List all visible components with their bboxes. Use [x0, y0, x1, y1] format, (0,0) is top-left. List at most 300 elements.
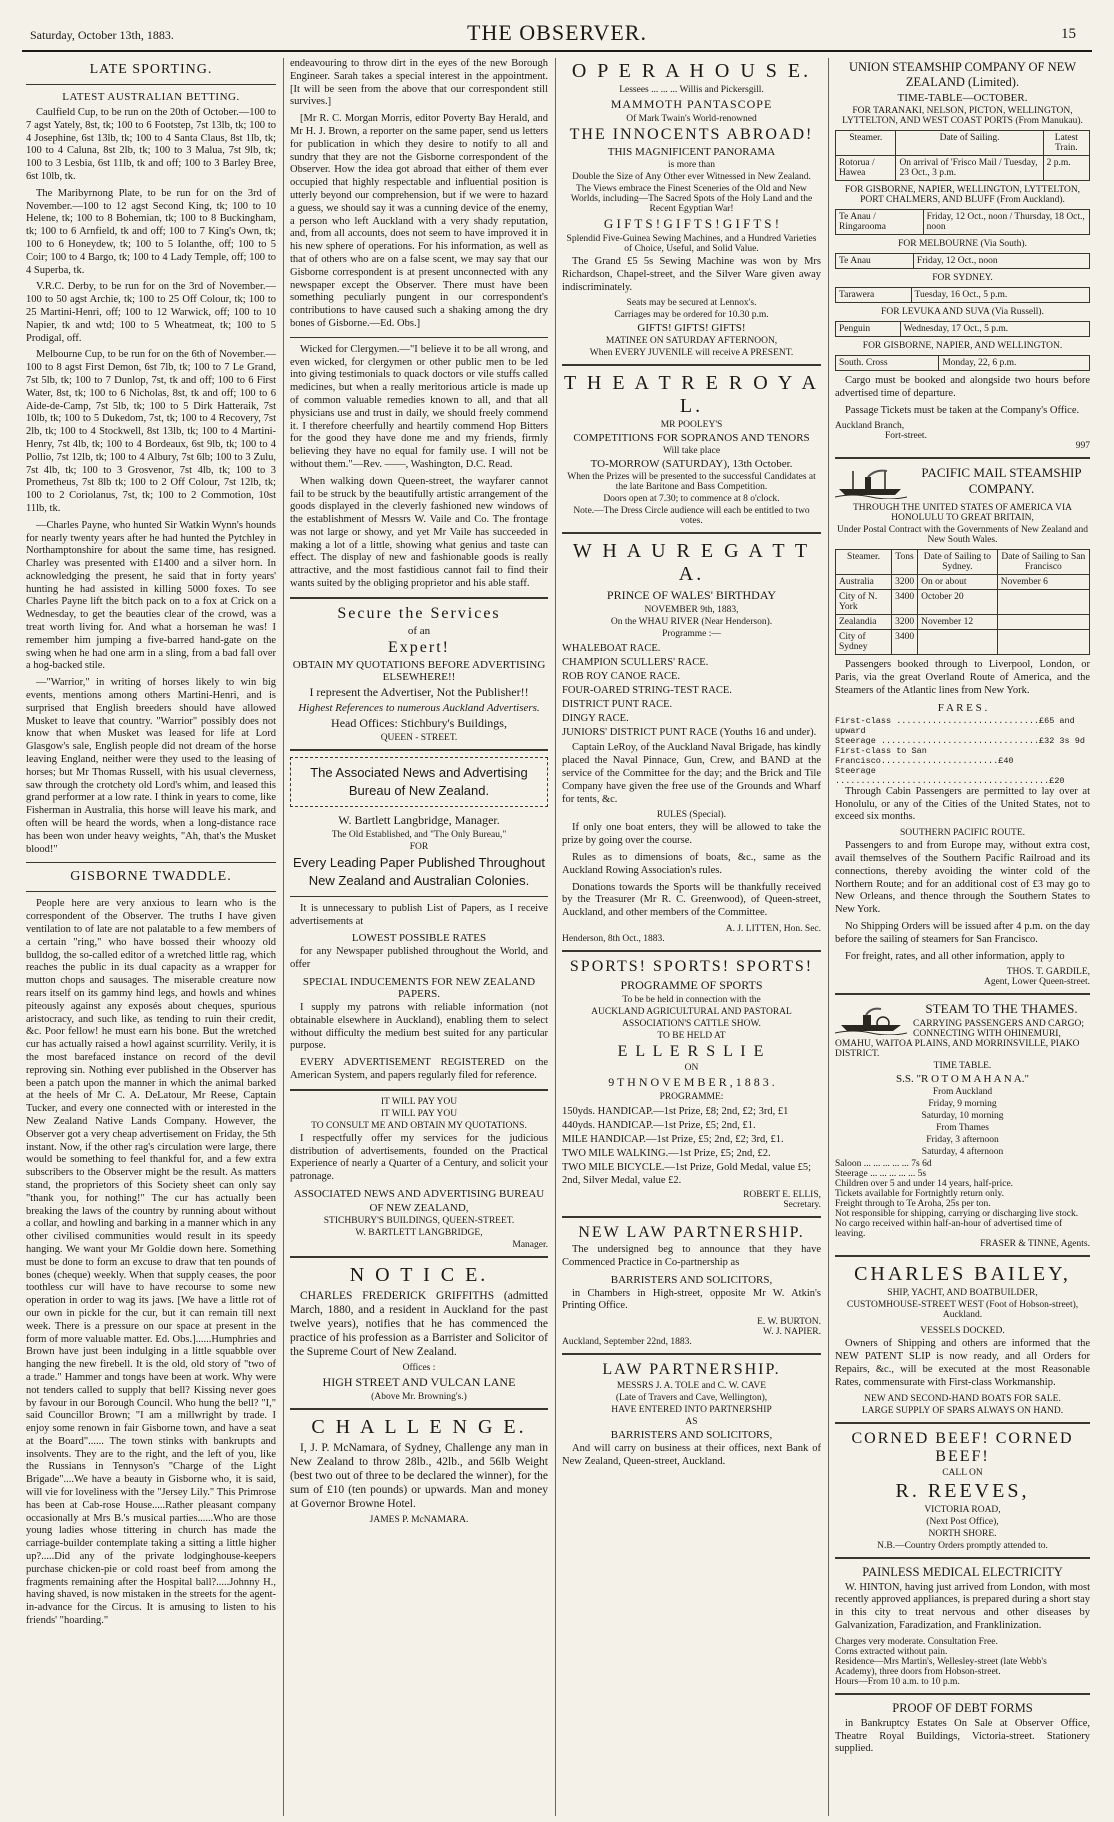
table-row — [836, 322, 1090, 337]
divider — [562, 532, 821, 534]
advert-text: Note.—The Dress Circle audience will each be entitled to two votes. — [573, 506, 810, 527]
advert-text: Double the Size of Any Other ever Witnessed in New Zealand. — [572, 172, 811, 182]
table-cell: Friday, 12 Oct., noon / Thursday, 18 Oct., noon — [923, 210, 1089, 235]
advert-text: W. BARTLETT LANGBRIDGE, — [355, 1228, 483, 1239]
advert-text: ASSOCIATION'S CATTLE SHOW. — [622, 1018, 761, 1029]
fare-line: First-class ............................£65 and upward — [835, 715, 1075, 736]
divider — [290, 1408, 548, 1410]
advert-text: FOR GISBORNE, NAPIER, AND WELLINGTON. — [862, 341, 1063, 351]
notice-text: HIGH STREET AND VULCAN LANE — [322, 1375, 516, 1390]
usn-timetable — [835, 355, 1090, 371]
advert-text: The undersigned beg to announce that they have Commenced Practice in Co-partnership as — [562, 1243, 821, 1268]
advert-text: STICHBURY'S BUILDINGS, QUEEN-STREET. — [323, 1216, 515, 1227]
section-heading-gisborne: GISBORNE TWADDLE. — [70, 869, 232, 885]
advert-text: FOR LEVUKA AND SUVA (Via Russell). — [881, 307, 1044, 317]
table-row — [836, 288, 1090, 303]
advert-text: W. J. NAPIER. — [763, 1327, 821, 1338]
advert-text: Henderson, 8th Oct., 1883. — [562, 933, 665, 944]
advert-text: Passengers booked through to Liverpool, London, or Paris, via the great Overland Route of America, and the Steamers of the Atlantic lines from New York. — [835, 659, 1090, 696]
divider — [562, 1353, 821, 1355]
notice-griffiths — [290, 1264, 548, 1402]
newlaw-heading: NEW LAW PARTNERSHIP. — [578, 1223, 805, 1241]
table-header: Date of Sailing. — [896, 131, 1043, 156]
advert-text: TO-MORROW (SATURDAY), 13th October. — [590, 458, 793, 471]
advert-text: Auckland Branch, — [835, 421, 905, 432]
challenge-heading: C H A L L E N G E. — [311, 1416, 527, 1439]
advert-text: Manager. — [512, 1240, 548, 1251]
table-header: Steamer. — [836, 550, 892, 575]
table-row — [836, 630, 1090, 655]
table-cell — [997, 630, 1089, 655]
article-paragraph: Wicked for Clergymen.—"I believe it to be all wrong, and even wicked, for clergymen or other public men to be led into giving testimonials to quack doctors or vile stuffs called medicines, but when a really meritorious article is made up of common valuable remedies known to all, and that all physicians use and trust in daily, we should freely commend it. I therefore cheerfully and heartily commend Hop Bitters for the good they have done me and my friends, firmly believing they have no equal for family use. I will not be without them."—Rev. ——, Washington, D.C. Read. — [290, 343, 548, 470]
advert-text: Children over 5 and under 14 years, half-price. — [835, 1179, 1014, 1190]
advert-text: MESSRS J. A. TOLE and C. W. CAVE — [616, 1381, 767, 1392]
list-item: DISTRICT PUNT RACE. — [562, 699, 673, 711]
advert-text: W. Bartlett Langbridge, Manager. — [338, 812, 500, 827]
table-cell: Australia — [836, 575, 892, 590]
advert-text: Not responsible for shipping, carrying or discharging live stock. — [835, 1209, 1079, 1220]
advert-heading: Expert! — [388, 638, 450, 656]
divider — [290, 1256, 548, 1258]
advert-text: HAVE ENTERED INTO PARTNERSHIP — [611, 1405, 772, 1416]
divider — [290, 337, 548, 338]
advert-text: PRINCE OF WALES' BIRTHDAY — [606, 588, 777, 603]
usn-timetable — [835, 287, 1090, 303]
list-item: JUNIORS' DISTRICT PUNT RACE (Youths 16 and under). — [562, 727, 817, 739]
advert-text: in Bankruptcy Estates On Sale at Observer Office, Theatre Royal Buildings, Victoria-street. Stationery supplied. — [835, 1717, 1090, 1755]
table-cell — [918, 630, 998, 655]
advert-text: Steerage ... ... ... ... ... 5s — [835, 1169, 927, 1180]
advert-text: CARRYING PASSENGERS AND CARGO; CONNECTING WITH OHINEMURI, OMAHU, WAITOA PLAINS, AND MORRINSVILLE, PIAKO DISTRICT. — [835, 1019, 1084, 1060]
divider — [835, 1422, 1090, 1424]
advert-union-steamship — [835, 60, 1090, 451]
advert-text: IT WILL PAY YOU — [380, 1108, 458, 1119]
advert-text: Head Offices: Stichbury's Buildings, — [331, 715, 507, 730]
table-cell: South. Cross — [836, 356, 939, 371]
advert-text: is more than — [668, 160, 715, 170]
advert-charles-bailey — [835, 1263, 1090, 1415]
advert-text: MAMMOTH PANTASCOPE — [610, 97, 773, 111]
advert-text: THIS MAGNIFICENT PANORAMA — [607, 146, 776, 158]
article-paragraph: Caulfield Cup, to be run on the 20th of October.—100 to 7 agst Yately, 8st, tk; 100 to 6 Footstep, 7st 13lb, tk; 100 to 4 Josephine, 6st 13lb, tk; 100 to 4 Santa Claus, 8st 1lb, tk; 100 to 4 Caluna, 8st 2lb, tk; 100 to 3 Malua, 7st 9lb, tk; 100 to 3 Lesbia, 6st 11lb, tk and off; 100 to 3 Barley Bree, 6st 10lb, tk. — [26, 107, 276, 182]
advert-text: On the WHAU RIVER (Near Henderson). — [610, 617, 773, 628]
table-row — [836, 210, 1090, 235]
advert-text: F A R E S . — [937, 701, 988, 714]
advert-text: PROGRAMME: — [659, 1091, 724, 1102]
advert-text: Will take place — [662, 446, 721, 457]
advert-text: Captain LeRoy, of the Auckland Naval Brigade, has kindly placed the Naval Pinnace, Gun, Crew, and BAND at the service of the Committee for the day; and the Brick and Tile Company have given the free use of the Grounds and Wharf for tents, &c. — [562, 742, 821, 805]
article-paragraph: [Mr R. C. Morgan Morris, editor Poverty Bay Herald, and Mr H. J. Brown, a reporter on the same paper, send us letters for publication in which they desire to notify to all and sundry that they are not the Gisborne correspondent of the Observer. How the idea got abroad that either of them ever occupied that highly respectable and influential position is utterly beyond our comprehension, but if we were to hazard a guess, we should say it was a cunning device of the enemy, a person who left Auckland with a very shady reputation, and, from all accounts, does not seem to have improved it in his new sphere of operations. For his information, as well as that of others who are on a false scent, we may say that our Gisborne correspondent is at present unconnected with any newspaper except the Observer. There must have been something peculiarly pungent in our correspondent's contributions to have caused such a shaking among the dry bones of Gisborne.—Ed. Obs.] — [290, 113, 548, 329]
advert-text: Residence—Mrs Martin's, Wellesley-street (late Webb's Academy), three doors from Hobson-street. — [835, 1656, 1047, 1677]
table-cell: 3400 — [892, 590, 918, 615]
advert-pacific-mail — [835, 465, 1090, 987]
advert-heading: Secure the Services — [337, 604, 501, 622]
table-row — [836, 156, 1090, 181]
advert-text: OF NEW ZEALAND, — [369, 1202, 469, 1215]
advert-expert — [290, 605, 548, 743]
advert-text: MATINEE ON SATURDAY AFTERNOON, — [605, 336, 778, 347]
masthead — [0, 0, 1114, 52]
advert-reeves — [835, 1430, 1090, 1551]
list-item: WHALEBOAT RACE. — [562, 643, 661, 655]
advert-text: EVERY ADVERTISEMENT REGISTERED on the American System, and papers regularly filed for reference. — [290, 1057, 548, 1082]
advert-text: FOR GISBORNE, NAPIER, WELLINGTON, LYTTELTON, PORT CHALMERS, AND BLUFF (From Auckland). — [844, 185, 1081, 205]
advert-text: Saturday, 10 morning — [921, 1111, 1004, 1122]
advert-text: of an — [407, 624, 431, 637]
advert-text: Highest References to numerous Auckland Advertisers. — [298, 701, 540, 714]
advert-text: I represent the Advertiser, Not the Publisher!! — [309, 684, 529, 699]
table-header: Date of Sailing to San Francisco — [997, 550, 1089, 575]
divider — [562, 364, 821, 366]
advert-pay — [290, 1097, 548, 1250]
divider — [290, 1089, 548, 1091]
advert-text: TIME TABLE. — [933, 1061, 992, 1072]
list-item: ROB ROY CANOE RACE. — [562, 671, 681, 683]
advert-new-law-partnership — [562, 1224, 821, 1347]
advert-text: R. REEVES, — [895, 1479, 1030, 1502]
usn-timetable — [835, 321, 1090, 337]
list-item: CHAMPION SCULLERS' RACE. — [562, 657, 709, 669]
table-row — [836, 615, 1090, 630]
advert-text: TO CONSULT ME AND OBTAIN MY QUOTATIONS. — [311, 1120, 527, 1131]
advert-text: AUCKLAND AGRICULTURAL AND PASTORAL — [591, 1006, 792, 1017]
advert-text: Agent, Lower Queen-street. — [983, 977, 1090, 988]
sports-heading: SPORTS! SPORTS! SPORTS! — [569, 957, 814, 975]
table-cell: On arrival of 'Frisco Mail / Tuesday, 23 Oct., 3 p.m. — [896, 156, 1043, 181]
table-cell: November 12 — [918, 615, 998, 630]
advert-text: Of Mark Twain's World-renowned — [626, 114, 757, 124]
advert-text: VICTORIA ROAD, — [924, 1504, 1001, 1515]
column-2 — [290, 58, 548, 1816]
article-paragraph: The Maribyrnong Plate, to be run for on the 3rd of November.—100 to 12 agst Second King, tk; 100 to 10 Helene, tk; 100 to 8 Bohemian, tk; 100 to 8 Buckingham, tk; 100 to 6 Arnfield, tk and off; 100 to 7 King's Own, tk; 100 to 6 Honeydew, tk; 100 to 5 Iolanthe, off; 100 to 5 Coir; 100 to 4 Bargo, tk; 100 to 4 Lady Temple, off; 100 to 4 Superba, tk. — [26, 187, 276, 276]
table-cell — [997, 590, 1089, 615]
notice-heading: N O T I C E. — [349, 1264, 489, 1287]
law-heading: LAW PARTNERSHIP. — [602, 1361, 781, 1379]
advert-text: From Thames — [936, 1123, 989, 1134]
advert-text: Every Leading Paper Published Throughout New Zealand and Australian Colonies. — [293, 854, 545, 888]
table-cell: October 20 — [918, 590, 998, 615]
advert-text: VESSELS DOCKED. — [920, 1326, 1005, 1337]
advert-text: When the Prizes will be presented to the successful Candidates at the late Baritone and Bass Competition. — [567, 472, 816, 493]
advert-text: Saturday, 4 afternoon — [921, 1147, 1004, 1158]
advert-text: S.S. "R O T O M A H A N A." — [896, 1073, 1029, 1086]
advert-text: Splendid Five-Guinea Sewing Machines, and a Hundred Varieties of Choice, Useful, and Solid Value. — [566, 234, 817, 254]
list-item: DINGY RACE. — [562, 713, 629, 725]
article-paragraph: —"Warrior," in writing of horses likely to win big events, mentions among others Martini-Henri, and is surprised that English breeders should have allowed Musket to leave that country. "Warrior" possibly does not know that when Musket was leased for life at Lord Glasgow's sale, English people did not dream of the horse leaving England, neither were they used to the leasing of horses; but Mr Thomas Russell, with his usual cleverness, saw through the crotchety old Lord's whim, and leased this grand performer at a low rate. I think in years to come, like Fisherman in Australia, this horse will leave his mark, and often will be heard the words, when a long-distance race has been won under heavy weights, "Ah, that's the Musket blood!" — [26, 677, 276, 855]
advert-text: Passage Tickets must be taken at the Company's Office. — [845, 404, 1080, 416]
list-item: 150yds. HANDICAP.—1st Prize, £8; 2nd, £2; 3rd, £1 — [562, 1105, 789, 1117]
steamer-icon — [835, 1003, 907, 1035]
advert-text: Programme :— — [662, 629, 721, 640]
thames-heading: STEAM TO THE THAMES. — [925, 1001, 1078, 1017]
advert-text: The Grand £5 5s Sewing Machine was won by Mrs Richardson, Chapel-street, and the Silver Ware given away indiscriminately. — [562, 256, 821, 293]
advert-text: Cargo must be booked and alongside two hours before advertised time of departure. — [835, 375, 1090, 399]
challenge-text: I, J. P. McNamara, of Sydney, Challenge any man in New Zealand to throw 28lb., 42lb., and 56lb Weight (best two out of three to be declared the winner), for the sum of £10 (ten pounds) or upwards. Man and money at Governor Browne Hotel. — [290, 1442, 548, 1511]
steamship-icon — [835, 467, 907, 499]
table-header: Steamer. — [836, 131, 896, 156]
usn-timetable — [835, 130, 1090, 181]
column-4 — [835, 58, 1090, 1816]
challenge-signature: JAMES P. McNAMARA. — [369, 1515, 469, 1526]
advert-text: COMPETITIONS FOR SOPRANOS AND TENORS — [573, 432, 810, 445]
subheading-betting: LATEST AUSTRALIAN BETTING. — [62, 91, 240, 103]
advert-text: Corns extracted without pain. — [835, 1646, 948, 1657]
column-3 — [562, 58, 821, 1816]
advert-text: 997 — [1075, 441, 1090, 452]
table-cell: City of Sydney — [836, 630, 892, 655]
table-cell: Penguin — [836, 322, 901, 337]
list-item: MILE HANDICAP.—1st Prize, £5; 2nd, £2; 3rd, £1. — [562, 1133, 784, 1145]
divider — [562, 1216, 821, 1218]
table-header: Tons — [892, 550, 918, 575]
advert-text: NORTH SHORE. — [928, 1528, 997, 1539]
advert-text: CUSTOMHOUSE-STREET WEST (Foot of Hobson-street), Auckland. — [846, 1300, 1079, 1321]
table-cell: Rotorua / Hawea — [836, 156, 896, 181]
table-cell — [997, 615, 1089, 630]
advert-text: W. HINTON, having just arrived from London, with most recently approved appliances, is prepared during a short stay in this city to treat nervous and other diseases by Galvanization, Faradization, and Franklinization. — [835, 1581, 1090, 1631]
divider — [835, 993, 1090, 995]
advert-text: CALL ON — [942, 1467, 983, 1478]
notice-text: (Above Mr. Browning's.) — [371, 1392, 467, 1403]
list-item: FOUR-OARED STRING-TEST RACE. — [562, 685, 732, 697]
advert-text: PROGRAMME OF SPORTS — [620, 977, 763, 992]
divider — [290, 597, 548, 599]
advert-text: Friday, 3 afternoon — [926, 1135, 999, 1146]
advert-text: BARRISTERS AND SOLICITORS, — [610, 1429, 773, 1442]
divider — [26, 891, 276, 892]
divider — [290, 896, 548, 897]
advert-text: ROBERT E. ELLIS, — [743, 1189, 821, 1200]
issue-date: Saturday, October 13th, 1883. — [30, 28, 174, 42]
advert-text: When EVERY JUVENILE will receive A PRESENT. — [589, 348, 794, 359]
sports-programme-list — [562, 1105, 821, 1187]
article-paragraph: —Charles Payne, who hunted Sir Watkin Wynn's hounds for nearly twenty years after he had hunted the Pytchley in Northamptonshire for about the same time, has resigned. Charley was presented with £1400 and a silver horn. In acknowledging the present, he said that in forty years' hunting he had assisted in killing 5000 foxes. To see Charles Payne lift the bitch pack on to a fox at Crick on a Wednesday, to get the beauties clear of the crowd, was a treat worth living for. And what a horseman he was! I remember him jumping a five-barred hand-gate on the swing when he had one arm in a sling, from a bad fall over a hog-backed stile. — [26, 519, 276, 672]
advert-text: Seats may be secured at Lennox's. — [626, 298, 757, 309]
advert-text: TO BE HELD AT — [657, 1030, 726, 1041]
advert-text: FRASER & TINNE, Agents. — [980, 1239, 1090, 1250]
column-divider — [828, 58, 829, 1816]
advert-text: FOR TARANAKI, NELSON, PICTON, WELLINGTON, LYTTELTON, AND WEST COAST PORTS (From Manukau). — [842, 106, 1083, 126]
advert-text: 9 T H N O V E M B E R , 1 8 8 3 . — [608, 1074, 775, 1089]
table-row — [836, 254, 1090, 269]
table-cell: 2 p.m. — [1043, 156, 1089, 181]
fare-line: Steerage ...............................£32 3s 9d — [835, 735, 1085, 746]
advert-text: (Late of Travers and Cave, Wellington), — [615, 1393, 768, 1404]
advert-text: Friday, 9 morning — [928, 1099, 997, 1110]
notice-challenge — [290, 1416, 548, 1525]
advert-text: TIME-TABLE—OCTOBER. — [897, 92, 1028, 104]
advert-text: Auckland, September 22nd, 1883. — [562, 1337, 692, 1348]
divider — [562, 950, 821, 952]
advert-text: Passengers to and from Europe may, without extra cost, avail themselves of the Southern Pacific Railroad and its connections, thereby avoiding the winter cold of the Northern Route; and for an additional cost of £3 may go to New Orleans, and thence through the Southern States to New York. — [835, 840, 1090, 916]
advert-text: I supply my patrons with reliable information (not obtainable elsewhere in Auckland), enabling them to select without difficulty the medium best suited for any particular purpose. — [290, 1002, 548, 1052]
article-paragraph: endeavouring to throw dirt in the eyes of the new Borough Engineer. Sarah takes a special interest in the appointment. [It will be seen from the above that our correspondent still survives.] — [290, 58, 548, 108]
advert-text: Through Cabin Passengers are permitted to lay over at Honolulu, or any of the Cities of the United States, not to exceed six months. — [835, 785, 1090, 823]
advert-steam-thames — [835, 1001, 1090, 1249]
table-cell: 3400 — [892, 630, 918, 655]
divider — [835, 1693, 1090, 1695]
advert-text: It is unnecessary to publish List of Papers, as I receive advertisements at — [290, 902, 548, 927]
divider — [835, 1255, 1090, 1257]
advert-opera-house — [562, 60, 821, 358]
advert-sports — [562, 958, 821, 1210]
table-row — [836, 590, 1090, 615]
advert-text: FOR SYDNEY. — [932, 273, 993, 283]
advert-text: for any Newspaper published throughout the World, and offer — [290, 946, 548, 971]
advert-text: Lessees ... ... ... Willis and Pickersgill. — [619, 85, 764, 95]
advert-text: Saloon ... ... ... ... ... 7s 6d — [835, 1159, 932, 1170]
table-cell: Tuesday, 16 Oct., 5 p.m. — [911, 288, 1089, 303]
painless-heading: PAINLESS MEDICAL ELECTRICITY — [862, 1564, 1063, 1579]
advert-text: ASSOCIATED NEWS AND ADVERTISING BUREAU — [293, 1188, 545, 1201]
masthead-rule — [22, 50, 1092, 52]
column-divider — [283, 58, 284, 1816]
advert-text: If only one boat enters, they will be allowed to take the prize by going over the course. — [562, 822, 821, 847]
table-cell: Zealandia — [836, 615, 892, 630]
advert-text: MR POOLEY'S — [660, 420, 723, 431]
table-row — [836, 575, 1090, 590]
theatre-heading: T H E A T R E R O Y A L. — [564, 372, 819, 418]
advert-text: NOVEMBER 9th, 1883, — [644, 605, 739, 616]
section-heading-late-sporting: LATE SPORTING. — [89, 62, 213, 77]
advert-text: Doors open at 7.30; to commence at 8 o'clock. — [603, 494, 780, 505]
article-paragraph: V.R.C. Derby, to be run for on the 3rd of November.—100 to 50 agst Archie, tk; 100 to 25 Off Colour, tk; 100 to 25 Martini-Henri, off; 100 to 12 Warwick, off; 100 to 10 Napier, tk and wtd; 100 to 5 Wheatmeat, tk; 100 to 5 Prodigal, off. — [26, 281, 276, 344]
advert-text: I respectfully offer my services for the judicious distribution of advertisements, founded on the Practical Experience of nearly a Quarter of a Century, and solicit your patronage. — [290, 1132, 548, 1183]
usn-timetable — [835, 209, 1090, 235]
advert-text: Hours—From 10 a.m. to 10 p.m. — [835, 1676, 960, 1687]
page-number: 15 — [1061, 26, 1076, 42]
advert-theatre-royal — [562, 372, 821, 526]
advert-bureau — [290, 757, 548, 1083]
advert-text: LARGE SUPPLY OF SPARS ALWAYS ON HAND. — [861, 1405, 1064, 1416]
advert-text: AS — [685, 1417, 698, 1428]
advert-painless-electricity — [835, 1565, 1090, 1687]
table-cell: Tarawera — [836, 288, 912, 303]
column-1 — [26, 58, 276, 1816]
advert-text: The Old Established, and "The Only Bureau," — [331, 829, 507, 840]
advert-text: QUEEN - STREET. — [380, 732, 458, 743]
advert-text: No cargo received within half-an-hour of advertised time of leaving. — [835, 1219, 1063, 1240]
advert-text: IT WILL PAY YOU — [380, 1096, 458, 1107]
table-cell: On or about — [918, 575, 998, 590]
advert-heading: THE INNOCENTS ABROAD! — [569, 126, 814, 143]
advert-text: FOR MELBOURNE (Via South). — [898, 239, 1027, 249]
advert-law-partnership — [562, 1361, 821, 1469]
advert-text: SOUTHERN PACIFIC ROUTE. — [899, 828, 1025, 839]
table-cell: Te Anau — [836, 254, 914, 269]
table-row — [836, 356, 1090, 371]
advert-text: THOS. T. GARDILE, — [1006, 967, 1090, 978]
advert-text: (Next Post Office), — [926, 1516, 999, 1527]
advert-text: Under Postal Contract with the Governments of New Zealand and New South Wales. — [837, 525, 1088, 546]
advert-text: E. W. BURTON. — [757, 1317, 821, 1328]
advert-text: Owners of Shipping and others are informed that the NEW PATENT SLIP is now ready, and all Orders for Repairs, &c., will be executed at the most Reasonable Rates, commensurate with First-class Workmanship. — [835, 1338, 1090, 1388]
proof-heading: PROOF OF DEBT FORMS — [892, 1700, 1033, 1715]
advert-regatta — [562, 540, 821, 944]
advert-text: FOR — [409, 841, 429, 852]
table-cell: November 6 — [997, 575, 1089, 590]
advert-text: For freight, rates, and all other information, apply to — [845, 950, 1065, 962]
advert-text: E L L E R S L I E — [617, 1042, 766, 1060]
advert-text: THROUGH THE UNITED STATES OF AMERICA VIA HONOLULU TO GREAT BRITAIN, — [853, 503, 1072, 524]
advert-text: Carriages may be ordered for 10.30 p.m. — [614, 310, 769, 321]
advert-text: A. J. LITTEN, Hon. Sec. — [725, 923, 821, 934]
pacific-timetable — [835, 549, 1090, 655]
advert-text: Charges very moderate. Consultation Free. — [835, 1636, 998, 1647]
opera-heading: O P E R A H O U S E. — [571, 60, 812, 82]
divider — [835, 457, 1090, 459]
advert-text: Secretary. — [783, 1199, 821, 1210]
notice-text: Offices : — [402, 1363, 436, 1374]
table-cell: City of N. York — [836, 590, 892, 615]
advert-text: LOWEST POSSIBLE RATES — [351, 932, 487, 945]
table-cell: Wednesday, 17 Oct., 5 p.m. — [900, 322, 1089, 337]
advert-text: Fort-street. — [885, 431, 927, 442]
advert-text: To be be held in connection with the — [622, 994, 761, 1005]
advert-text: SPECIAL INDUCEMENTS FOR NEW ZEALAND PAPERS. — [302, 976, 536, 1001]
column-divider — [555, 58, 556, 1816]
advert-text: N.B.—Country Orders promptly attended to. — [877, 1540, 1048, 1551]
advert-text: NEW AND SECOND-HAND BOATS FOR SALE. — [864, 1393, 1061, 1404]
table-header: Latest Train. — [1043, 131, 1089, 156]
fare-line: First-class to San Francisco.......................£40 — [835, 745, 1014, 766]
divider — [290, 749, 548, 751]
article-paragraph: People here are very anxious to learn who is the correspondent of the Observer. The truths I have given ventilation to of late are not palatable to a few members of a certain "ring," who have bossed their whoozy old bulldog, the so-called editor of a wretched little rag, which reaches the public in its dual capacity as a wrapper for mutton chops and sausages. The miserable creature now rears itself on its gammy hind legs, and howls and whines piteously against any exposés about cheques, spurious aristocracy, and such like, as tending to ruin their credit, &c. Poor fellow! he must earn his bone. But the wretched cur has actually raised a howl against scurrility. Verily, it is the most barefaced instance on record of the devil reproving sin. Nothing ever published in the Observer has been a patch upon the manner in which the animal barked at the heels of Mr C. A. DeLatour, Mr Reese, Captain Tucker, and every one connected with or interested in the New Zealand Native Lands Company. However, the Observer got a very cheap advertisement on Friday, the 5th instant. Now, if the other rag's circulation were large, there would be something to feel thankful for, and a few extra subscribers to the Observer might be the result. As matters stand, the proprietors of this Society sheet can only say "thank you, for nothing!" The cur has actually been breaking the laws of the country by running about without a collar, and howling and barking in a manner which in any other civilised communities would result in its speedy hanging. We want your Mr Goldie down here. Something must be done to form an excuse to draw that ten pounds of bones (cheque) weekly. When that supply ceases, the poor toothless cur will have to have recourse to some new operation in order to wag its jaws. [We have a little rot of our own in pickle for the cur, but it can remain till next week. There is a pressure on our space at present in the form of more valuable matter. Ed. Obs.]......Humphries and Brown have just been indulging in a little squabble over hanging the new firebell. It is the old, old story of "two of a trade." Hammer and tongs have been at work. Why were not tenders called to supply that bell? Kissing never goes by favour in our Borough Council. Who hung the bell? "I," said Councillor Brown; "I am a millwright by trade. I enjoy some renown in fair Gisborne town, and have a seat at the Board"...... The town stinks with bankrupts and insolvents. They are to the right, and the left of you, like the Russians in Tennyson's "Charge of the Light Brigade"....We have a beauty in Gisborne who, it is said, will vie for loveliness with the "Jersey Lily." This Primrose has been at Cab-rose House.....Rather pleasant company occasionally at Mrs B.'s musical parties......Who are those young ladies whose tittering in church has made the carriage-builder contemplate taking a sitting a little higher up?.....Did any of the private lodginghouse-keepers purchase chicken-pie or cold roast beef from among the fragments remaining after the Hospital ball?.....Johnny H., having shaved, is now mistaken in the streets for the agent-in-advance for the Circus. It is amusing to listen to his friends' "hoarding." — [26, 898, 276, 1627]
list-item: TWO MILE BICYCLE.—1st Prize, Gold Medal, value £5; 2nd, Silver Medal, value £2. — [562, 1161, 812, 1186]
advert-text: And will carry on business at their offices, next Bank of New Zealand, Queen-street, Auckland. — [562, 1443, 821, 1467]
usn-timetable — [835, 253, 1090, 269]
advert-proof-of-debt — [835, 1701, 1090, 1756]
usn-heading: UNION STEAMSHIP COMPANY OF NEW ZEALAND (Limited). — [848, 60, 1077, 89]
advert-text: G I F T S ! G I F T S ! G I F T S ! — [603, 216, 780, 231]
advert-text: RULES (Special). — [656, 810, 727, 821]
table-cell: Monday, 22, 6 p.m. — [939, 356, 1090, 371]
advert-text: OBTAIN MY QUOTATIONS BEFORE ADVERTISING ELSEWHERE!! — [292, 658, 546, 683]
table-cell: 3200 — [892, 615, 918, 630]
advert-text: Rules as to dimensions of boats, &c., same as the Auckland Rowing Association's rules. — [562, 851, 821, 876]
pacific-heading: PACIFIC MAIL STEAMSHIP COMPANY. — [921, 465, 1082, 497]
list-item: 440yds. HANDICAP.—1st Prize, £5; 2nd, £1. — [562, 1119, 756, 1131]
article-paragraph: Melbourne Cup, to be run for on the 6th of November.—100 to 8 agst First Demon, 6st 7lb, tk; 100 to 7 Le Grand, 7st 5lb, tk; 100 to 7 Dunlop, 7st, tk and off; 100 to 6 First Water, 8st, tk; 100 to 6 Nicholas, 8st, tk and off; 100 to 6 Aide-de-Camp, 7st 5lb, tk; 100 to 5 Dirk Hatteraik, 7st 10lb, tk; 100 to 5 Dukedom, 7st, tk; 100 to 4 Recovery, 7st 2lb, tk; 100 to 4 Stockwell, 8st 13lb, tk; 100 to 4 Martini-Henry, 7st 4lb, tk; 100 to 4 Bordeaux, 6st 9lb, tk; 100 to 4 Pollio, 7st 12lb, tk; 100 to 4 Albury, 7st 6lb; 100 to 3 Zulu, 7st 4lb, tk; 100 to 3 Grosvenor, 7st 4lb, tk; 100 to 3 Prometheus, 7st 8lb tk; 100 to 2 Off Colour, 7st 12lb, tk; 100 to 2 Coriolanus, 7st, tk; 100 to 2 Commotion, 10st 11lb, tk. — [26, 349, 276, 514]
divider — [26, 862, 276, 863]
advert-text: No Shipping Orders will be issued after 4 p.m. on the day before the sailing of steamers for San Francisco. — [835, 920, 1090, 945]
advert-text: BARRISTERS AND SOLICITORS, — [610, 1273, 773, 1286]
table-header: Date of Sailing to Sydney. — [918, 550, 998, 575]
article-paragraph: When walking down Queen-street, the wayfarer cannot fail to be struck by the beautifully artistic arrangement of the goods displayed in the cleverly fashioned new windows of the establishment of Messrs W. Vaile and Co. The frontage was not large or showy, and yet Mr Vaile has succeeded in making a lot of a little, showing what genius and taste can effect. The display of new and fashionable goods is really attractive, and the most fastidious cannot fail to find their wants suited by the obliging proprietor and his able staff. — [290, 475, 548, 590]
advert-text: ON — [684, 1062, 699, 1073]
advert-text: Donations towards the Sports will be thankfully received by the Treasurer (Mr R. C. Greenwood), of Queen-street, Auckland, and other members of the Committee. — [562, 881, 821, 919]
regatta-race-list — [562, 642, 821, 739]
table-cell: Friday, 12 Oct., noon — [913, 254, 1089, 269]
newspaper-title: THE OBSERVER. — [467, 20, 647, 45]
regatta-heading: W H A U R E G A T T A. — [572, 540, 811, 586]
divider — [26, 84, 276, 85]
table-cell: Te Anau / Ringarooma — [836, 210, 924, 235]
advert-text: Tickets available for Fortnightly return only. — [835, 1189, 1004, 1200]
advert-text: The Views embrace the Finest Sceneries of the Old and New Worlds, including—The Sacred Spots of the Holy Land and the Recent Egyptian War! — [570, 184, 813, 214]
advert-text: SHIP, YACHT, AND BOATBUILDER, — [887, 1288, 1038, 1299]
reeves-heading: CORNED BEEF! CORNED BEEF! — [851, 1429, 1074, 1465]
list-item: TWO MILE WALKING.—1st Prize, £5; 2nd, £2. — [562, 1147, 771, 1159]
bureau-box: The Associated News and Advertising Bureau of New Zealand. — [290, 757, 548, 807]
advert-text: GIFTS! GIFTS! GIFTS! — [637, 322, 746, 335]
advert-text: From Auckland — [932, 1087, 993, 1098]
advert-text: in Chambers in High-street, opposite Mr W. Atkin's Printing Office. — [562, 1287, 821, 1312]
advert-text: Freight through to Te Aroha, 25s per ton. — [835, 1199, 991, 1210]
table-cell: 3200 — [892, 575, 918, 590]
notice-text: CHARLES FREDERICK GRIFFITHS (admitted March, 1880, and a resident in Auckland for the past twelve years), notifies that he has commenced the practice of his profession as a Barrister and Solicitor of the Supreme Court of New Zealand. — [290, 1290, 548, 1359]
fare-line: Steerage ..........................................£20 — [835, 765, 1065, 786]
